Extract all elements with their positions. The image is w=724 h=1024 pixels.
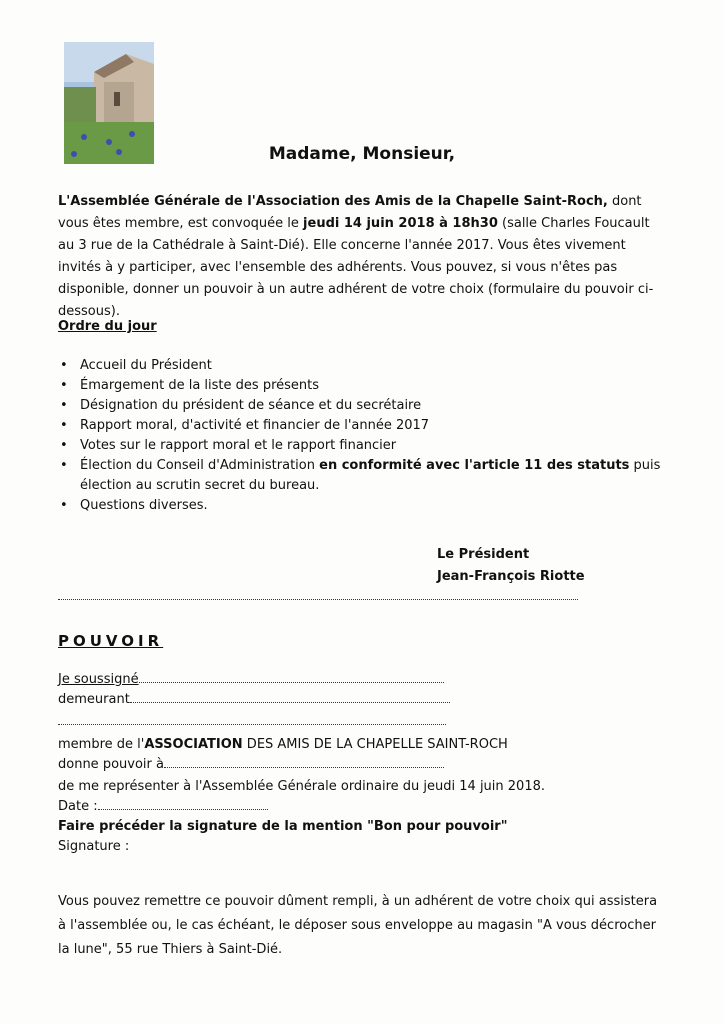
membership-pre: membre de l' — [58, 737, 145, 752]
name-field[interactable] — [139, 670, 444, 683]
form-line-mention: Faire précéder la signature de la mention "Bon pour pouvoir" — [58, 819, 508, 834]
form-line-membership — [58, 735, 508, 755]
cut-line — [58, 599, 578, 600]
agenda-list — [58, 356, 668, 516]
agenda-title: Ordre du jour — [58, 319, 157, 334]
form-line-address — [58, 690, 450, 710]
intro-text-1: dont vous êtes membre, est convoquée le — [58, 194, 642, 231]
agenda-item6-bold: en conformité avec l'article 11 des statuts — [319, 458, 630, 473]
agenda-item: • Émargement de la liste des présents — [58, 376, 668, 396]
agenda-item: • Votes sur le rapport moral et le rapport financier — [58, 436, 668, 456]
signature-role: Le Président — [437, 547, 530, 562]
agenda-item6-text-2: puis élection au scrutin secret du bureau. — [80, 458, 661, 493]
form-line-name — [58, 670, 444, 690]
signature-name: Jean-François Riotte — [437, 569, 585, 584]
agenda-item6-text-1: Élection du Conseil d'Administration — [80, 458, 320, 473]
form-line-proxy — [58, 755, 444, 775]
agenda-item: • Désignation du président de séance et du secrétaire — [58, 396, 668, 416]
proxy-field[interactable] — [164, 755, 444, 768]
membership-post: DES AMIS DE LA CHAPELLE SAINT-ROCH — [242, 737, 508, 752]
signature-block — [437, 544, 585, 588]
name-label: Je soussigné — [58, 672, 139, 687]
salutation: Madame, Monsieur, — [268, 144, 456, 164]
proxy-label: donne pouvoir à — [58, 757, 164, 772]
form-line-date — [58, 797, 268, 817]
pouvoir-title: POUVOIR — [58, 632, 164, 650]
agenda-item — [58, 456, 668, 496]
address-label: demeurant — [58, 692, 130, 707]
date-label: Date : — [58, 799, 98, 814]
intro-bold-1: L'Assemblée Générale de l'Association des Amis de la Chapelle Saint-Roch, — [58, 194, 608, 209]
agenda-item: • Questions diverses. — [58, 496, 668, 516]
meeting-date: jeudi 14 juin 2018 à 18h30 — [303, 216, 498, 231]
form-line-represent: de me représenter à l'Assemblée Générale ordinaire du jeudi 14 juin 2018. — [58, 779, 545, 794]
form-line-address-2 — [58, 712, 446, 732]
intro-text-2: (salle Charles Foucault au 3 rue de la Cathédrale à Saint-Dié). Elle concerne l'année 2017. Vous êtes vivement invités à y participer, avec l'ensemble des adhérents. Vous pouvez, si vous n'êtes pas disponible, donner un pouvoir à un autre adhérent de votre choix (formulaire du pouvoir ci-dessous). — [58, 216, 654, 319]
agenda-item: • Accueil du Président — [58, 356, 668, 376]
intro-paragraph — [58, 191, 668, 323]
address-field[interactable] — [130, 690, 450, 703]
address-field-2[interactable] — [58, 712, 446, 725]
agenda-item: • Rapport moral, d'activité et financier de l'année 2017 — [58, 416, 668, 436]
membership-bold: ASSOCIATION — [144, 737, 243, 752]
date-field[interactable] — [98, 797, 268, 810]
form-line-signature: Signature : — [58, 839, 130, 854]
footer-paragraph: Vous pouvez remettre ce pouvoir dûment rempli, à un adhérent de votre choix qui assistera à l'assemblée ou, le cas échéant, le déposer sous enveloppe au magasin "A vous décrocher la lune", 55 rue Thiers à Saint-Dié. — [58, 894, 658, 957]
